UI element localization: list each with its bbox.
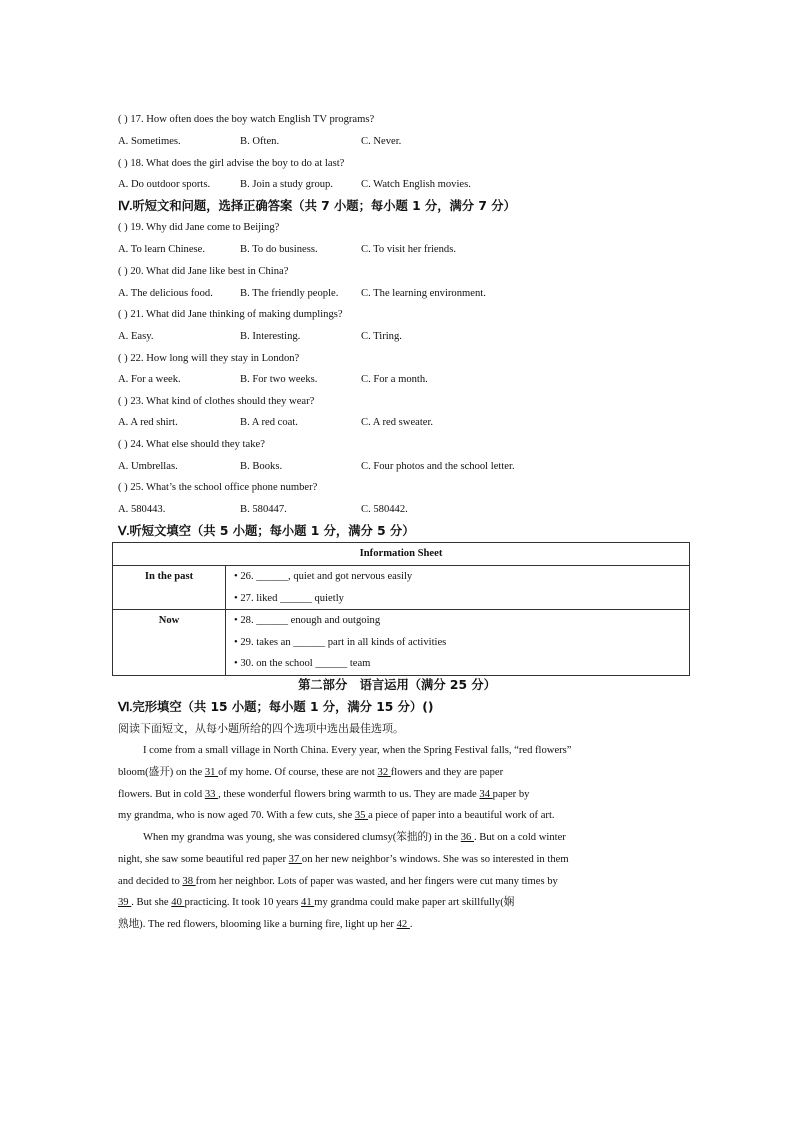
row-label-now: Now bbox=[113, 610, 226, 676]
question-20: ( ) 20. What did Jane like best in China? bbox=[118, 266, 289, 277]
item-26: • 26. ______, quiet and got nervous easily bbox=[234, 571, 413, 582]
q21-option-a: A. Easy. bbox=[118, 331, 154, 342]
q19-option-a: A. To learn Chinese. bbox=[118, 244, 206, 255]
q23-option-c: C. A red sweater. bbox=[361, 417, 434, 428]
blank-35: 35 bbox=[354, 810, 369, 821]
passage-line-7: and decided to 38 from her neighbor. Lots of paper was wasted, and her fingers were cut many times by bbox=[118, 876, 558, 887]
q17-option-b: B. Often. bbox=[240, 136, 280, 147]
past-items bbox=[226, 566, 690, 610]
item-27: • 27. liked ______ quietly bbox=[234, 592, 344, 604]
instruction-text: 阅读下面短文，从每小题所给的四个选项中选出最佳选项。 bbox=[118, 722, 404, 735]
blank-42: 42 bbox=[396, 919, 410, 930]
item-29: • 29. takes an ______ part in all kinds of activities bbox=[234, 636, 447, 648]
question-21: ( ) 21. What did Jane thinking of making dumplings? bbox=[118, 309, 343, 320]
q20-option-a: A. The delicious food. bbox=[118, 288, 213, 299]
q17-option-c: C. Never. bbox=[361, 136, 402, 147]
section-5-heading: Ⅴ.听短文填空（共 5 小题；每小题 1 分，满分 5 分） bbox=[118, 524, 415, 538]
blank-40: 40 bbox=[171, 897, 185, 908]
q22-option-c: C. For a month. bbox=[361, 374, 428, 385]
passage-line-5: When my grandma was young, she was considered clumsy(笨拙的) in the 36 . But on a cold winter bbox=[143, 832, 566, 843]
q24-option-a: A. Umbrellas. bbox=[118, 461, 178, 472]
q19-option-c: C. To visit her friends. bbox=[361, 244, 456, 255]
question-24: ( ) 24. What else should they take? bbox=[118, 439, 265, 450]
blank-34: 34 bbox=[479, 789, 493, 800]
question-22: ( ) 22. How long will they stay in London? bbox=[118, 353, 300, 364]
question-25: ( ) 25. What’s the school office phone number? bbox=[118, 482, 318, 493]
blank-36: 36 bbox=[460, 832, 474, 843]
row-label-past: In the past bbox=[113, 566, 226, 610]
q18-option-a: A. Do outdoor sports. bbox=[118, 179, 211, 190]
q25-option-b: B. 580447. bbox=[240, 504, 287, 515]
information-sheet-table bbox=[112, 542, 690, 676]
passage-line-9: 熟地). The red flowers, blooming like a burning fire, light up her 42 . bbox=[118, 919, 413, 930]
q24-option-c: C. Four photos and the school letter. bbox=[361, 461, 515, 472]
passage-line-2: bloom(盛开) on the 31 of my home. Of course, these are not 32 flowers and they are paper bbox=[118, 767, 504, 778]
blank-37: 37 bbox=[288, 854, 302, 865]
passage-line-1: I come from a small village in North China. Every year, when the Spring Festival falls, “red flowers” bbox=[143, 745, 572, 756]
passage-line-8: 39 . But she 40 practicing. It took 10 years 41 my grandma could make paper art skillfully(娴 bbox=[118, 897, 515, 908]
q22-option-b: B. For two weeks. bbox=[240, 374, 318, 385]
q23-option-b: B. A red coat. bbox=[240, 417, 298, 428]
blank-38: 38 bbox=[182, 876, 196, 887]
q22-option-a: A. For a week. bbox=[118, 374, 181, 385]
question-19: ( ) 19. Why did Jane come to Beijing? bbox=[118, 222, 280, 233]
blank-31: 31 bbox=[204, 767, 219, 778]
q21-option-c: C. Tiring. bbox=[361, 331, 402, 342]
section-6-heading: Ⅵ.完形填空（共 15 小题；每小题 1 分，满分 15 分）() bbox=[118, 700, 434, 714]
question-23: ( ) 23. What kind of clothes should they wear? bbox=[118, 396, 315, 407]
blank-33: 33 bbox=[204, 789, 219, 800]
q24-option-b: B. Books. bbox=[240, 461, 283, 472]
blank-39: 39 bbox=[118, 897, 132, 908]
q18-option-b: B. Join a study group. bbox=[240, 179, 333, 190]
section-4-heading: Ⅳ.听短文和问题，选择正确答案（共 7 小题；每小题 1 分，满分 7 分） bbox=[118, 199, 516, 213]
q21-option-b: B. Interesting. bbox=[240, 331, 301, 342]
item-28: • 28. ______ enough and outgoing bbox=[234, 615, 381, 626]
q17-option-a: A. Sometimes. bbox=[118, 136, 181, 147]
question-17: ( ) 17. How often does the boy watch English TV programs? bbox=[118, 114, 375, 125]
q20-option-b: B. The friendly people. bbox=[240, 288, 339, 299]
question-18: ( ) 18. What does the girl advise the boy to do at last? bbox=[118, 158, 345, 169]
q20-option-c: C. The learning environment. bbox=[361, 288, 486, 299]
q25-option-a: A. 580443. bbox=[118, 504, 166, 515]
q25-option-c: C. 580442. bbox=[361, 504, 408, 515]
blank-32: 32 bbox=[377, 767, 391, 778]
passage-line-3: flowers. But in cold 33 , these wonderful flowers bring warmth to us. They are made 34 paper by bbox=[118, 789, 530, 800]
q19-option-b: B. To do business. bbox=[240, 244, 318, 255]
part-2-heading: 第二部分 语言运用（满分 25 分） bbox=[298, 678, 496, 692]
table-header: Information Sheet bbox=[113, 543, 690, 566]
q18-option-c: C. Watch English movies. bbox=[361, 179, 471, 190]
blank-41: 41 bbox=[301, 897, 315, 908]
passage-line-4: my grandma, who is now aged 70. With a few cuts, she 35 a piece of paper into a beautiful work of art. bbox=[118, 810, 555, 821]
now-items bbox=[226, 610, 690, 676]
item-30: • 30. on the school ______ team bbox=[234, 658, 371, 669]
q23-option-a: A. A red shirt. bbox=[118, 417, 178, 428]
passage-line-6: night, she saw some beautiful red paper 37 on her new neighbor’s windows. She was so interested in them bbox=[118, 854, 569, 865]
